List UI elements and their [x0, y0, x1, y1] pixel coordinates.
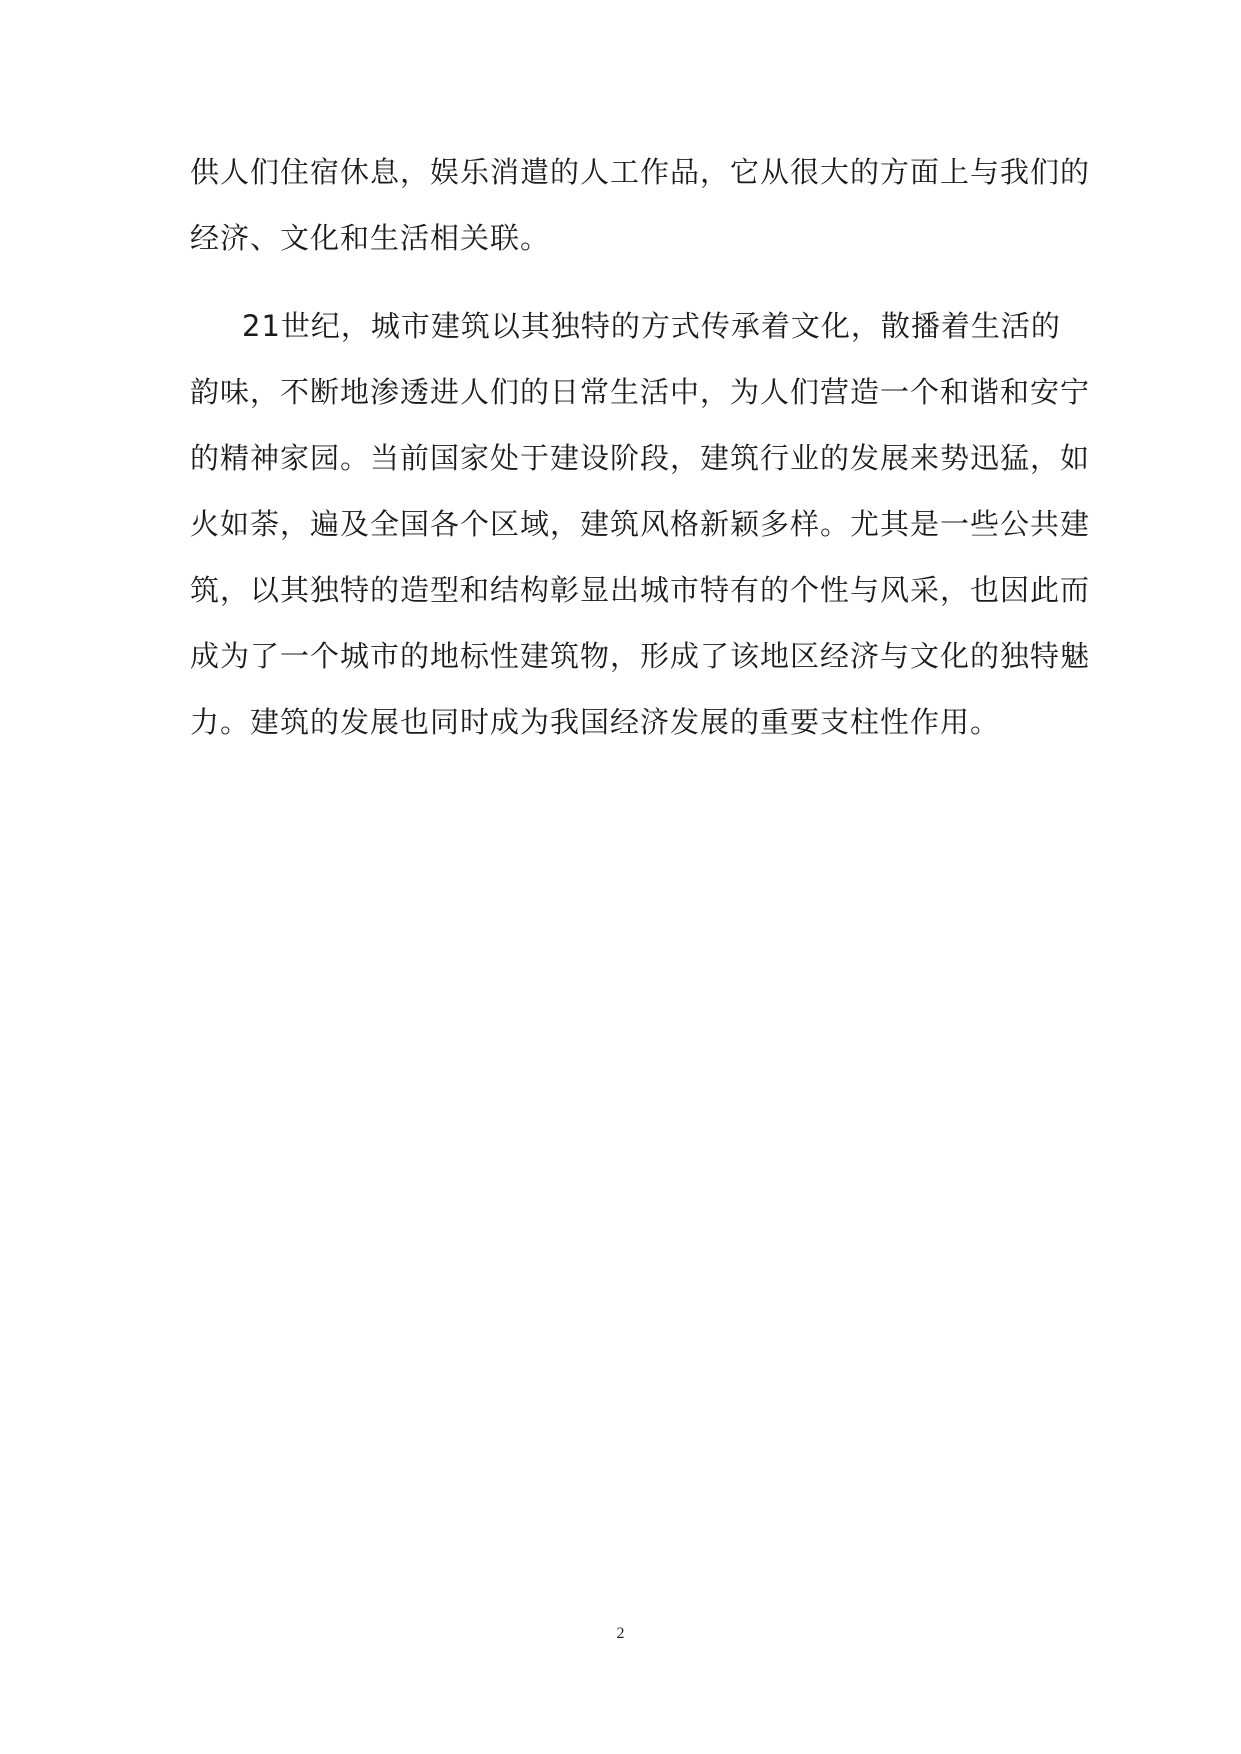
paragraph-gap	[190, 271, 1060, 293]
body-text	[190, 139, 1091, 755]
paragraph-line: 火如荼，遍及全国各个区域，建筑风格新颖多样。尤其是一些公共建	[190, 507, 1091, 541]
paragraph-line: 筑，以其独特的造型和结构彰显出城市特有的个性与风采，也因此而	[190, 573, 1091, 607]
page-number: 2	[616, 1625, 625, 1642]
paragraph-first-line: 21世纪，城市建筑以其独特的方式传承着文化，散播着生活的	[242, 309, 1061, 343]
paragraph-line: 经济、文化和生活相关联。	[190, 221, 551, 255]
paragraph-line: 力。建筑的发展也同时成为我国经济发展的重要支柱性作用。	[190, 705, 1001, 739]
paragraph-line: 成为了一个城市的地标性建筑物，形成了该地区经济与文化的独特魅	[190, 639, 1091, 673]
paragraph-line: 的精神家园。当前国家处于建设阶段，建筑行业的发展来势迅猛，如	[190, 441, 1091, 475]
paragraph-line: 韵味，不断地渗透进人们的日常生活中，为人们营造一个和谐和安宁	[190, 375, 1091, 409]
paragraph-line: 供人们住宿休息，娱乐消遣的人工作品，它从很大的方面上与我们的	[190, 155, 1091, 189]
